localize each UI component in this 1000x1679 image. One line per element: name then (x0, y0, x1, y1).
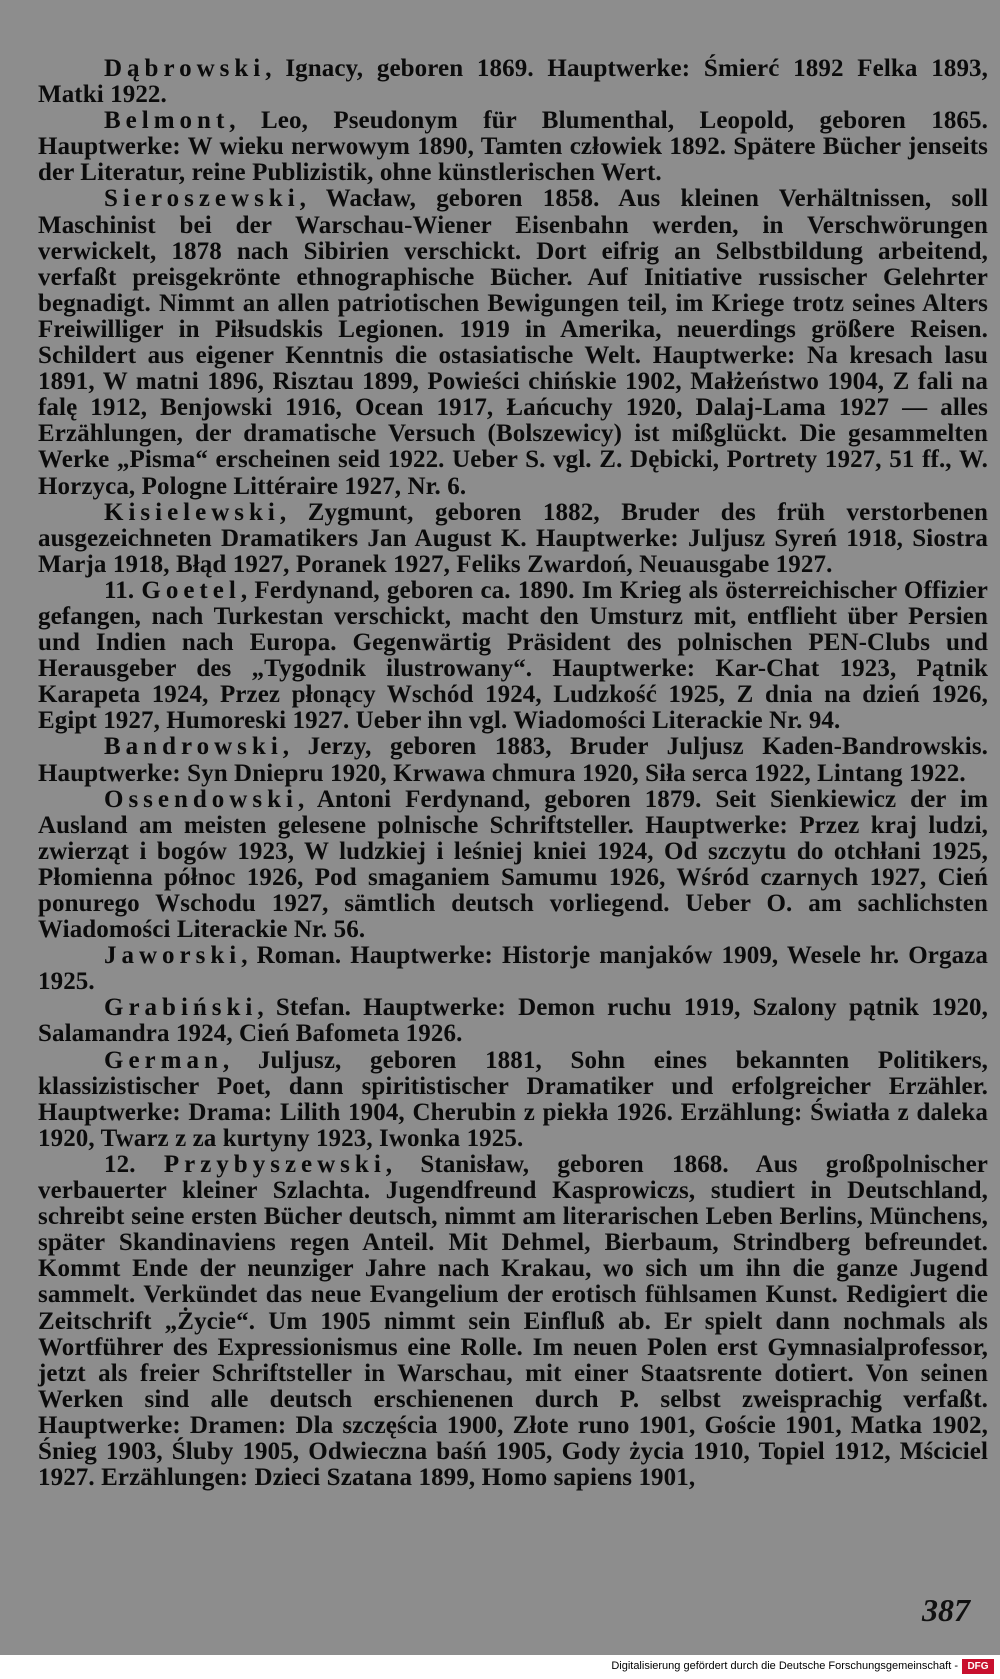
entry-sieroszewski (38, 186, 988, 499)
entry-ossendowski (38, 787, 988, 944)
author-name: Ossendowski (104, 785, 298, 813)
entry-text: , Zygmunt, geboren 1882, Bruder des früh verstorbenen ausgezeichneten Dramatikers Jan August K. Hauptwerke: Juljusz Syreń 1918, Siostra Marja 1918, Błąd 1927, Poranek 1927, Feliks Zwardoń, Neuausgabe 1927. (38, 498, 988, 578)
author-name: Dąbrowski (104, 55, 266, 82)
entry-text: , Roman. Hauptwerke: Historje manjaków 1909, Wesele hr. Orgaza 1925. (38, 942, 988, 996)
funding-notice: Digitalisierung gefördert durch die Deutsche Forschungsgemeinschaft - (611, 1660, 958, 1672)
entry-text: , Ignacy, geboren 1869. Hauptwerke: Śmierć 1892 Felka 1893, Matki 1922. (38, 55, 988, 109)
entry-jaworski (38, 943, 988, 995)
entry-dabrowski (38, 56, 988, 108)
author-name: Sieroszewski (104, 185, 300, 213)
footer (0, 1655, 1000, 1679)
entry-text: , Wacław, geboren 1858. Aus kleinen Verhältnissen, soll Maschinist bei der Warschau-Wiener Eisenbahn werden, in Verschwörungen verwickelt, 1878 nach Sibirien verschickt. Dort eifrig an Selbstbildung arbeitend, verfaßt preisgekrönte ethnographische Bücher. Auf Initiative russischer Gelehrter begnadigt. Nimmt an allen patriotischen Bewigungen teil, im Kriege trotz seines Alters Freiwilliger in Piłsudskis Legionen. 1919 in Amerika, neuerdings größere Reisen. Schildert aus eigener Kenntnis die ostasiatische Welt. Hauptwerke: Na kresach lasu 1891, W matni 1896, Risztau 1899, Powieści chińskie 1902, Małżeństwo 1904, Z fali na falę 1912, Benjowski 1916, Ocean 1917, Łańcuchy 1920, Dalaj-Lama 1927 — alles Erzählungen, der dramatische Versuch (Bolszewicy) ist mißglückt. Die gesammelten Werke „Pisma“ erscheinen seid 1922. Ueber S. vgl. Z. Dębicki, Portrety 1927, 51 ff., W. Horzyca, Pologne Littéraire 1927, Nr. 6. (38, 185, 988, 500)
section-number: 11. (104, 576, 142, 604)
entry-text: , Jerzy, geboren 1883, Bruder Juljusz Kaden-Bandrowskis. Hauptwerke: Syn Dniepru 1920, Krwawa chmura 1920, Siła serca 1922, Lintang 1922. (38, 733, 988, 787)
entry-german (38, 1048, 988, 1152)
entry-goetel (38, 578, 988, 735)
entry-text: , Stefan. Hauptwerke: Demon ruchu 1919, Szalony pątnik 1920, Salamandra 1924, Cień Bafometa 1926. (38, 994, 988, 1048)
entry-text: , Leo, Pseudonym für Blumenthal, Leopold, geboren 1865. Hauptwerke: W wieku nerwowym 1890, Tamten człowiek 1892. Spätere Bücher jenseits der Literatur, reine Publizistik, ohne künstlerischen Wert. (38, 107, 988, 187)
author-name: Jaworski (104, 942, 242, 970)
page-number: 387 (922, 1592, 970, 1628)
author-name: Belmont (104, 107, 230, 135)
author-name: Goetel (141, 576, 241, 604)
author-name: Kisielewski (104, 498, 280, 526)
body-text (38, 56, 988, 1491)
entry-bandrowski (38, 734, 988, 786)
author-name: Przybyszewski (163, 1150, 386, 1178)
entry-text: , Antoni Ferdynand, geboren 1879. Seit Sienkiewicz der im Ausland am meisten gelesene polnische Schriftsteller. Hauptwerke: Przez kraj ludzi, zwierząt i bogów 1923, W ludzkiej i leśniej kniei 1924, Od szczytu do otchłani 1925, Płomienna północ 1926, Pod smaganiem Samumu 1926, Wśród czarnych 1927, Cień ponurego Wschodu 1927, sämtlich deutsch vorliegend. Ueber O. am sachlichsten Wiadomości Literackie Nr. 56. (38, 785, 988, 944)
entry-text: , Stanisław, geboren 1868. Aus großpolnischer verbauerter kleiner Szlachta. Jugendfreund Kasprowiczs, studiert in Deutschland, schreibt seine ersten Bücher deutsch, nimmt am literarischen Leben Berlins, Münchens, später Skandinaviens regen Anteil. Mit Dehmel, Bierbaum, Strindberg befreundet. Kommt Ende der neunziger Jahre nach Krakau, wo sich um ihn die ganze Jugend sammelt. Verkündet das neue Evangelium der erotisch fühlsamen Kunst. Redigiert die Zeitschrift „Życie“. Um 1905 nimmt sein Einfluß ab. Er spielt dann nochmals als Wortführer des Expressionismus eine Rolle. Im neuen Polen erst Gymnasialprofessor, jetzt als freier Schriftsteller in Warschau, mit einer Staatsrente dotiert. Von seinen Werken sind alle deutsch erschienenen durch P. selbst zweisprachig verfaßt. Hauptwerke: Dramen: Dla szczęścia 1900, Złote runo 1901, Goście 1901, Matka 1902, Śnieg 1903, Śluby 1905, Odwieczna baśń 1905, Gody życia 1910, Topiel 1912, Mściciel 1927. Erzählungen: Dzieci Szatana 1899, Homo sapiens 1901, (38, 1150, 988, 1492)
entry-belmont (38, 108, 988, 186)
section-number: 12. (104, 1150, 164, 1178)
author-name: Bandrowski (104, 733, 283, 761)
author-name: German (104, 1046, 223, 1074)
author-name: Grabiński (104, 994, 258, 1022)
dfg-logo: DFG (962, 1659, 994, 1674)
entry-text: , Ferdynand, geboren ca. 1890. Im Krieg als österreichischer Offizier gefangen, nach Turkestan verschickt, macht den Umsturz mit, entflieht über Persien und Indien nach Europa. Gegenwärtig Präsident des polnischen PEN-Clubs und Herausgeber des „Tygodnik ilustrowany“. Hauptwerke: Kar-Chat 1923, Pątnik Karapeta 1924, Przez płonący Wschód 1924, Ludzkość 1925, Z dnia na dzień 1926, Egipt 1927, Humoreski 1927. Ueber ihn vgl. Wiadomości Literackie Nr. 94. (38, 576, 988, 735)
entry-kisielewski (38, 500, 988, 578)
entry-text: , Juljusz, geboren 1881, Sohn eines bekannten Politikers, klassizistischer Poet, dann spiritistischer Dramatiker und erfolgreicher Erzähler. Hauptwerke: Drama: Lilith 1904, Cherubin z piekła 1926. Erzählung: Światła z daleka 1920, Twarz z za kurtyny 1923, Iwonka 1925. (38, 1046, 988, 1152)
entry-przybyszewski (38, 1152, 988, 1491)
entry-grabinski (38, 995, 988, 1047)
